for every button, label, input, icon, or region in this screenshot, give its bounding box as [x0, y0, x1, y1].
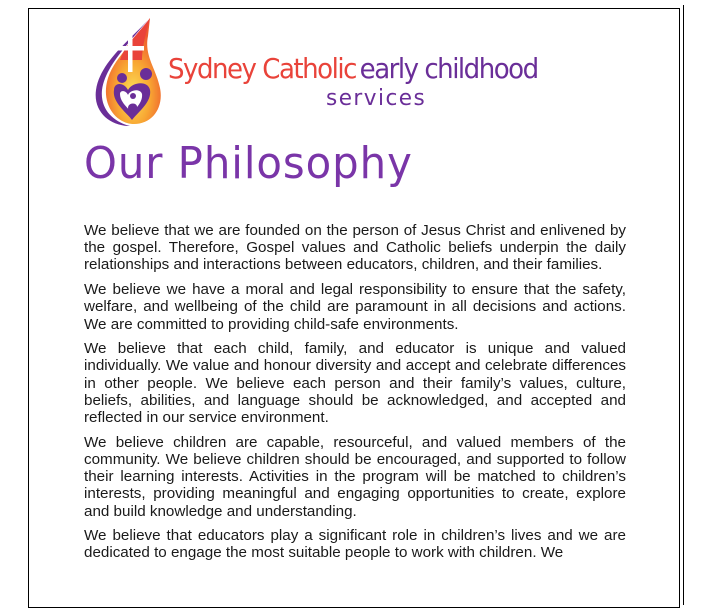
brand-name-early-childhood: early childhood [359, 52, 538, 85]
page-title-text: Our Philosophy [84, 138, 413, 189]
page-title [84, 136, 430, 192]
brand-name-services: services [326, 86, 427, 111]
flame-cross-family-heart-icon [90, 16, 166, 128]
philosophy-paragraph: We believe that we are founded on the person of Jesus Christ and enlivened by the gospel. Therefore, Gospel values and Catholic beliefs underpin the daily relationships and interactions between educators, children, and their families. [84, 222, 626, 274]
brand-name-sydney-catholic: Sydney Catholic [168, 52, 356, 85]
philosophy-paragraph: We believe children are capable, resourceful, and valued members of the community. We believe children should be encouraged, and supported to follow their learning interests. Activities in the program will be matched to children’s interests, providing meaningful and engaging opportunities to create, explore and build knowledge and understanding. [84, 433, 626, 520]
philosophy-paragraph: We believe that each child, family, and educator is unique and valued individually. We value and honour diversity and accept and celebrate differences in other people. We believe each person and their family’s values, culture, beliefs, abilities, and language should be acknowledged, and accepted and reflected in our service environment. [84, 340, 626, 427]
brand-name-line1 [168, 52, 538, 86]
philosophy-body [84, 222, 626, 569]
philosophy-paragraph: We believe we have a moral and legal responsibility to ensure that the safety, welfare, and wellbeing of the child are paramount in all decisions and actions. We are committed to providing child-safe environments. [84, 281, 626, 333]
philosophy-paragraph: We believe that educators play a significant role in children’s lives and we are dedicated to engage the most suitable people to work with children. We [84, 527, 626, 562]
brand-wordmark [168, 52, 588, 122]
outer-page-rule [683, 5, 684, 605]
